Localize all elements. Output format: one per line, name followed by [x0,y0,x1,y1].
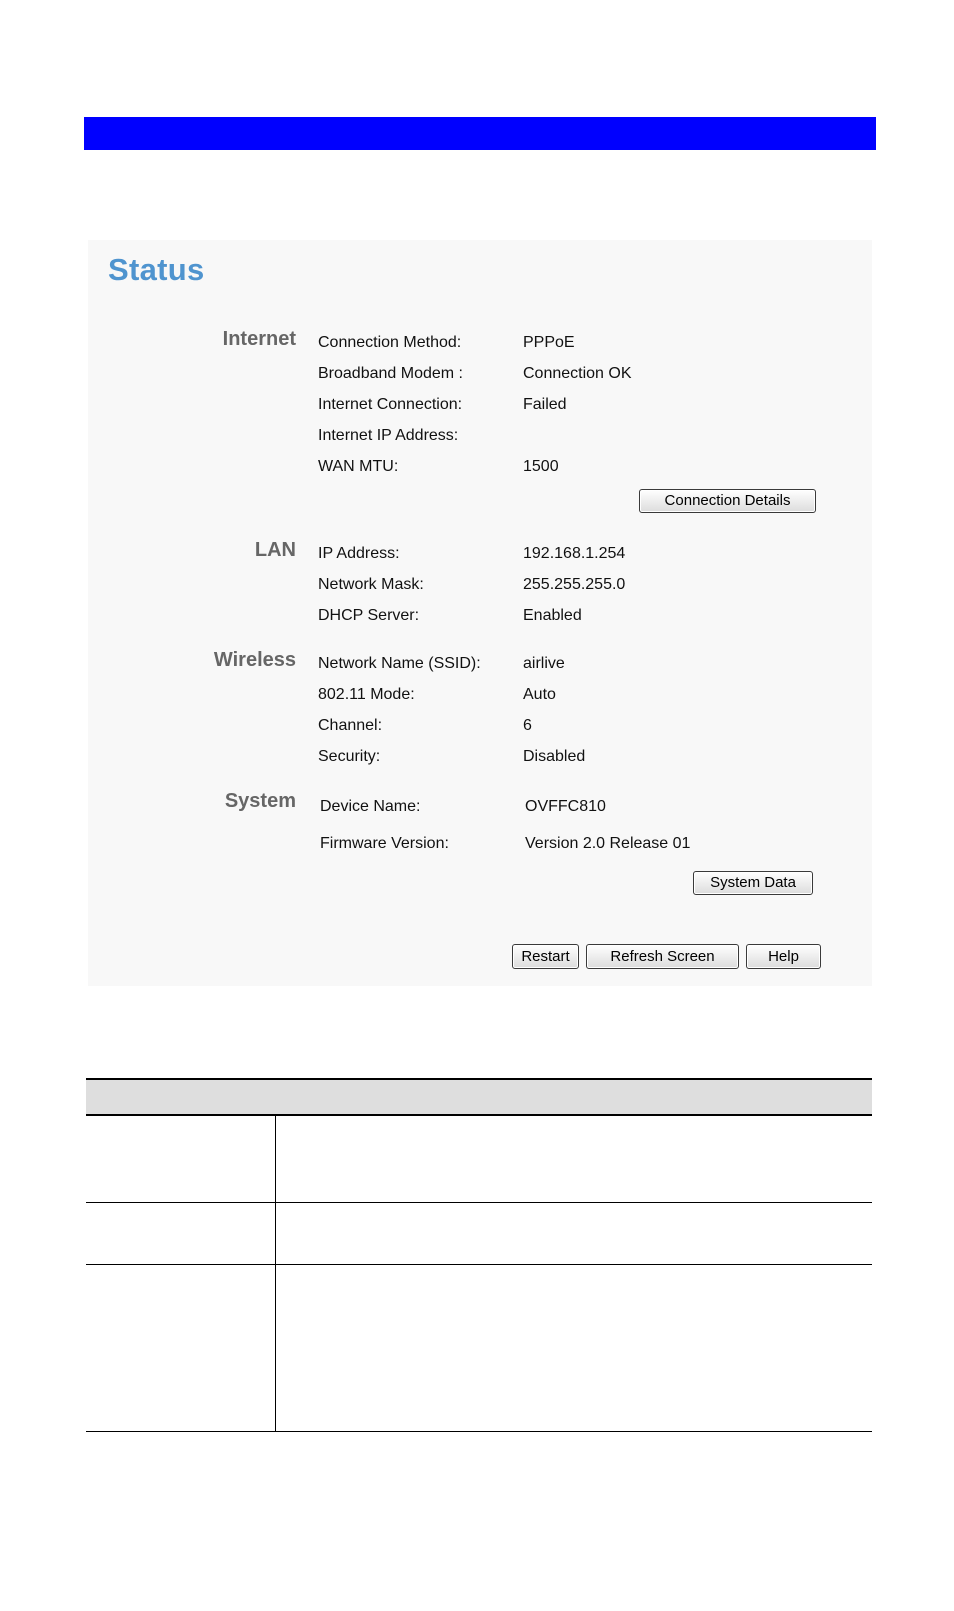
connection-details-button[interactable]: Connection Details [639,489,816,513]
value-dhcp-server: Enabled [523,607,582,624]
value-80211-mode: Auto [523,686,556,703]
value-lan-ip: 192.168.1.254 [523,545,626,562]
value-wan-mtu: 1500 [523,458,559,475]
label-device-name: Device Name: [320,798,421,815]
help-button[interactable]: Help [746,944,821,969]
label-network-mask: Network Mask: [318,576,424,593]
restart-button[interactable]: Restart [512,944,579,969]
label-firmware-version: Firmware Version: [320,835,449,852]
refresh-screen-button[interactable]: Refresh Screen [586,944,739,969]
label-wan-mtu: WAN MTU: [318,458,399,475]
section-heading-wireless: Wireless [213,649,296,671]
page-title: Status [108,252,205,287]
table-column-divider [275,1116,276,1432]
value-channel: 6 [523,717,532,734]
value-network-mask: 255.255.255.0 [523,576,626,593]
value-firmware-version: Version 2.0 Release 01 [525,835,691,852]
value-internet-connection: Failed [523,396,567,413]
label-internet-ip: Internet IP Address: [318,427,459,444]
section-heading-system: System [224,790,296,812]
label-ssid: Network Name (SSID): [318,655,481,672]
table-row-divider [86,1264,872,1265]
table-bottom-border [86,1431,872,1432]
value-connection-method: PPPoE [523,334,575,351]
value-device-name: OVFFC810 [525,798,606,815]
section-heading-lan: LAN [254,539,296,561]
label-lan-ip: IP Address: [318,545,400,562]
label-internet-connection: Internet Connection: [318,396,463,413]
section-heading-internet: Internet [222,328,296,350]
header-bar [84,117,876,150]
label-80211-mode: 802.11 Mode: [318,686,415,703]
system-data-button[interactable]: System Data [693,871,813,895]
value-ssid: airlive [523,655,565,672]
table-header [86,1078,872,1116]
label-dhcp-server: DHCP Server: [318,607,420,624]
value-broadband-modem: Connection OK [523,365,632,382]
label-security: Security: [318,748,381,765]
label-channel: Channel: [318,717,383,734]
label-connection-method: Connection Method: [318,334,462,351]
label-broadband-modem: Broadband Modem : [318,365,463,382]
value-security: Disabled [523,748,586,765]
table-row-divider [86,1202,872,1203]
